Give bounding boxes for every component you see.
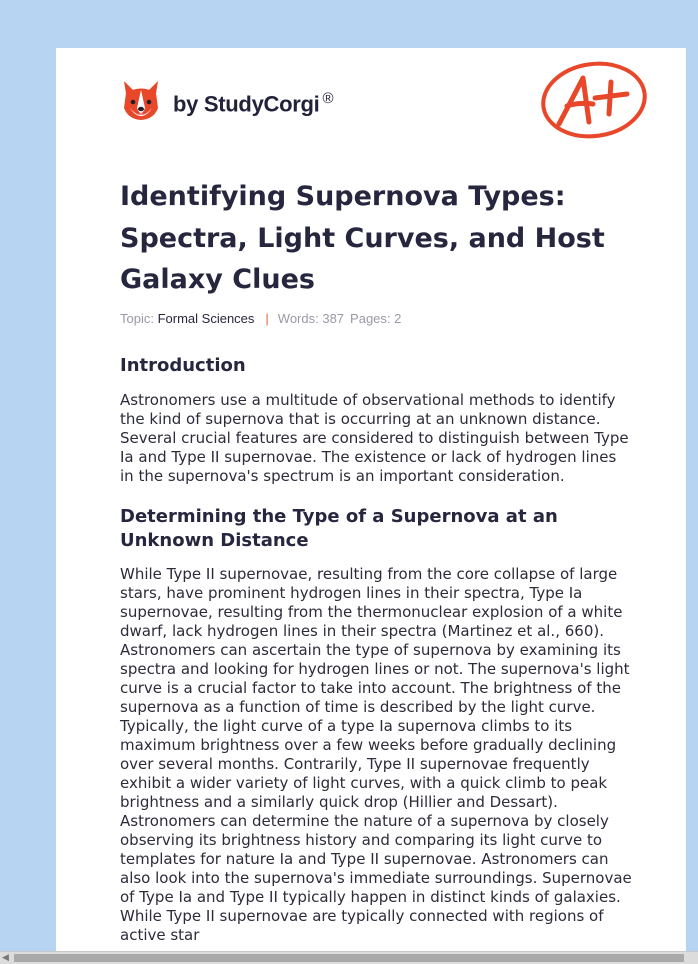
- brand-name: [173, 90, 333, 117]
- section-body-determining-type: While Type II supernovae, resulting from the core collapse of large stars, have prominent hydrogen lines in their spectra, Type Ia supernovae, resulting from the thermonuclear explosion of a white dwarf, lack hydrogen lines in their spectra (Martinez et al., 660). Astronomers can ascertain the type of supernova by examining its spectra and looking for hydrogen lines or not. The supernova's light curve is a crucial factor to take into account. The brightness of the supernova as a function of time is described by the light curve. Typically, the light curve of a type Ia supernova climbs to its maximum brightness over a few weeks before gradually declining over several months. Contrarily, Type II supernovae frequently exhibit a wider variety of light curves, with a quick climb to peak brightness and a similarly quick drop (Hillier and Dessart). Astronomers can determine the nature of a supernova by closely observing its brightness history and comparing its light curve to templates for nature Ia and Type II supernovae. Astronomers can also look into the supernova's immediate surroundings. Supernovae of Type Ia and Type II typically happen in distinct kinds of galaxies. While Type II supernovae are typically connected with regions of active star: [120, 565, 632, 944]
- document-title: Identifying Supernova Types: Spectra, Light Curves, and Host Galaxy Clues: [120, 181, 605, 295]
- document-meta: [120, 311, 401, 326]
- brand-name-text: by StudyCorgi: [173, 91, 320, 117]
- topic-link[interactable]: Formal Sciences: [157, 311, 255, 326]
- section-heading-introduction: Introduction: [120, 355, 246, 376]
- page-count: Pages: 2: [350, 311, 402, 326]
- corgi-logo-icon: [120, 78, 162, 122]
- section-heading-determining-type: Determining the Type of a Supernova at an Unknown Distance: [120, 506, 558, 551]
- studycorgi-brand[interactable]: [120, 75, 333, 125]
- horizontal-scrollbar[interactable]: [0, 951, 698, 964]
- scroll-left-arrow-icon[interactable]: ◀: [2, 953, 9, 963]
- meta-separator: |: [265, 311, 269, 326]
- section-body-introduction: Astronomers use a multitude of observational methods to identify the kind of supernova that is occurring at an unknown distance. Several crucial features are considered to distinguish between Type Ia and Type II supernovae. The existence or lack of hydrogen lines in the supernova's spectrum is an important consideration.: [120, 391, 629, 485]
- a-plus-grade-icon: [539, 58, 649, 140]
- word-count: Words: 387: [277, 311, 345, 326]
- scrollbar-thumb[interactable]: [14, 954, 684, 962]
- registered-mark: ®: [322, 90, 334, 108]
- topic-label: Topic:: [120, 311, 154, 326]
- document-page: [56, 48, 686, 951]
